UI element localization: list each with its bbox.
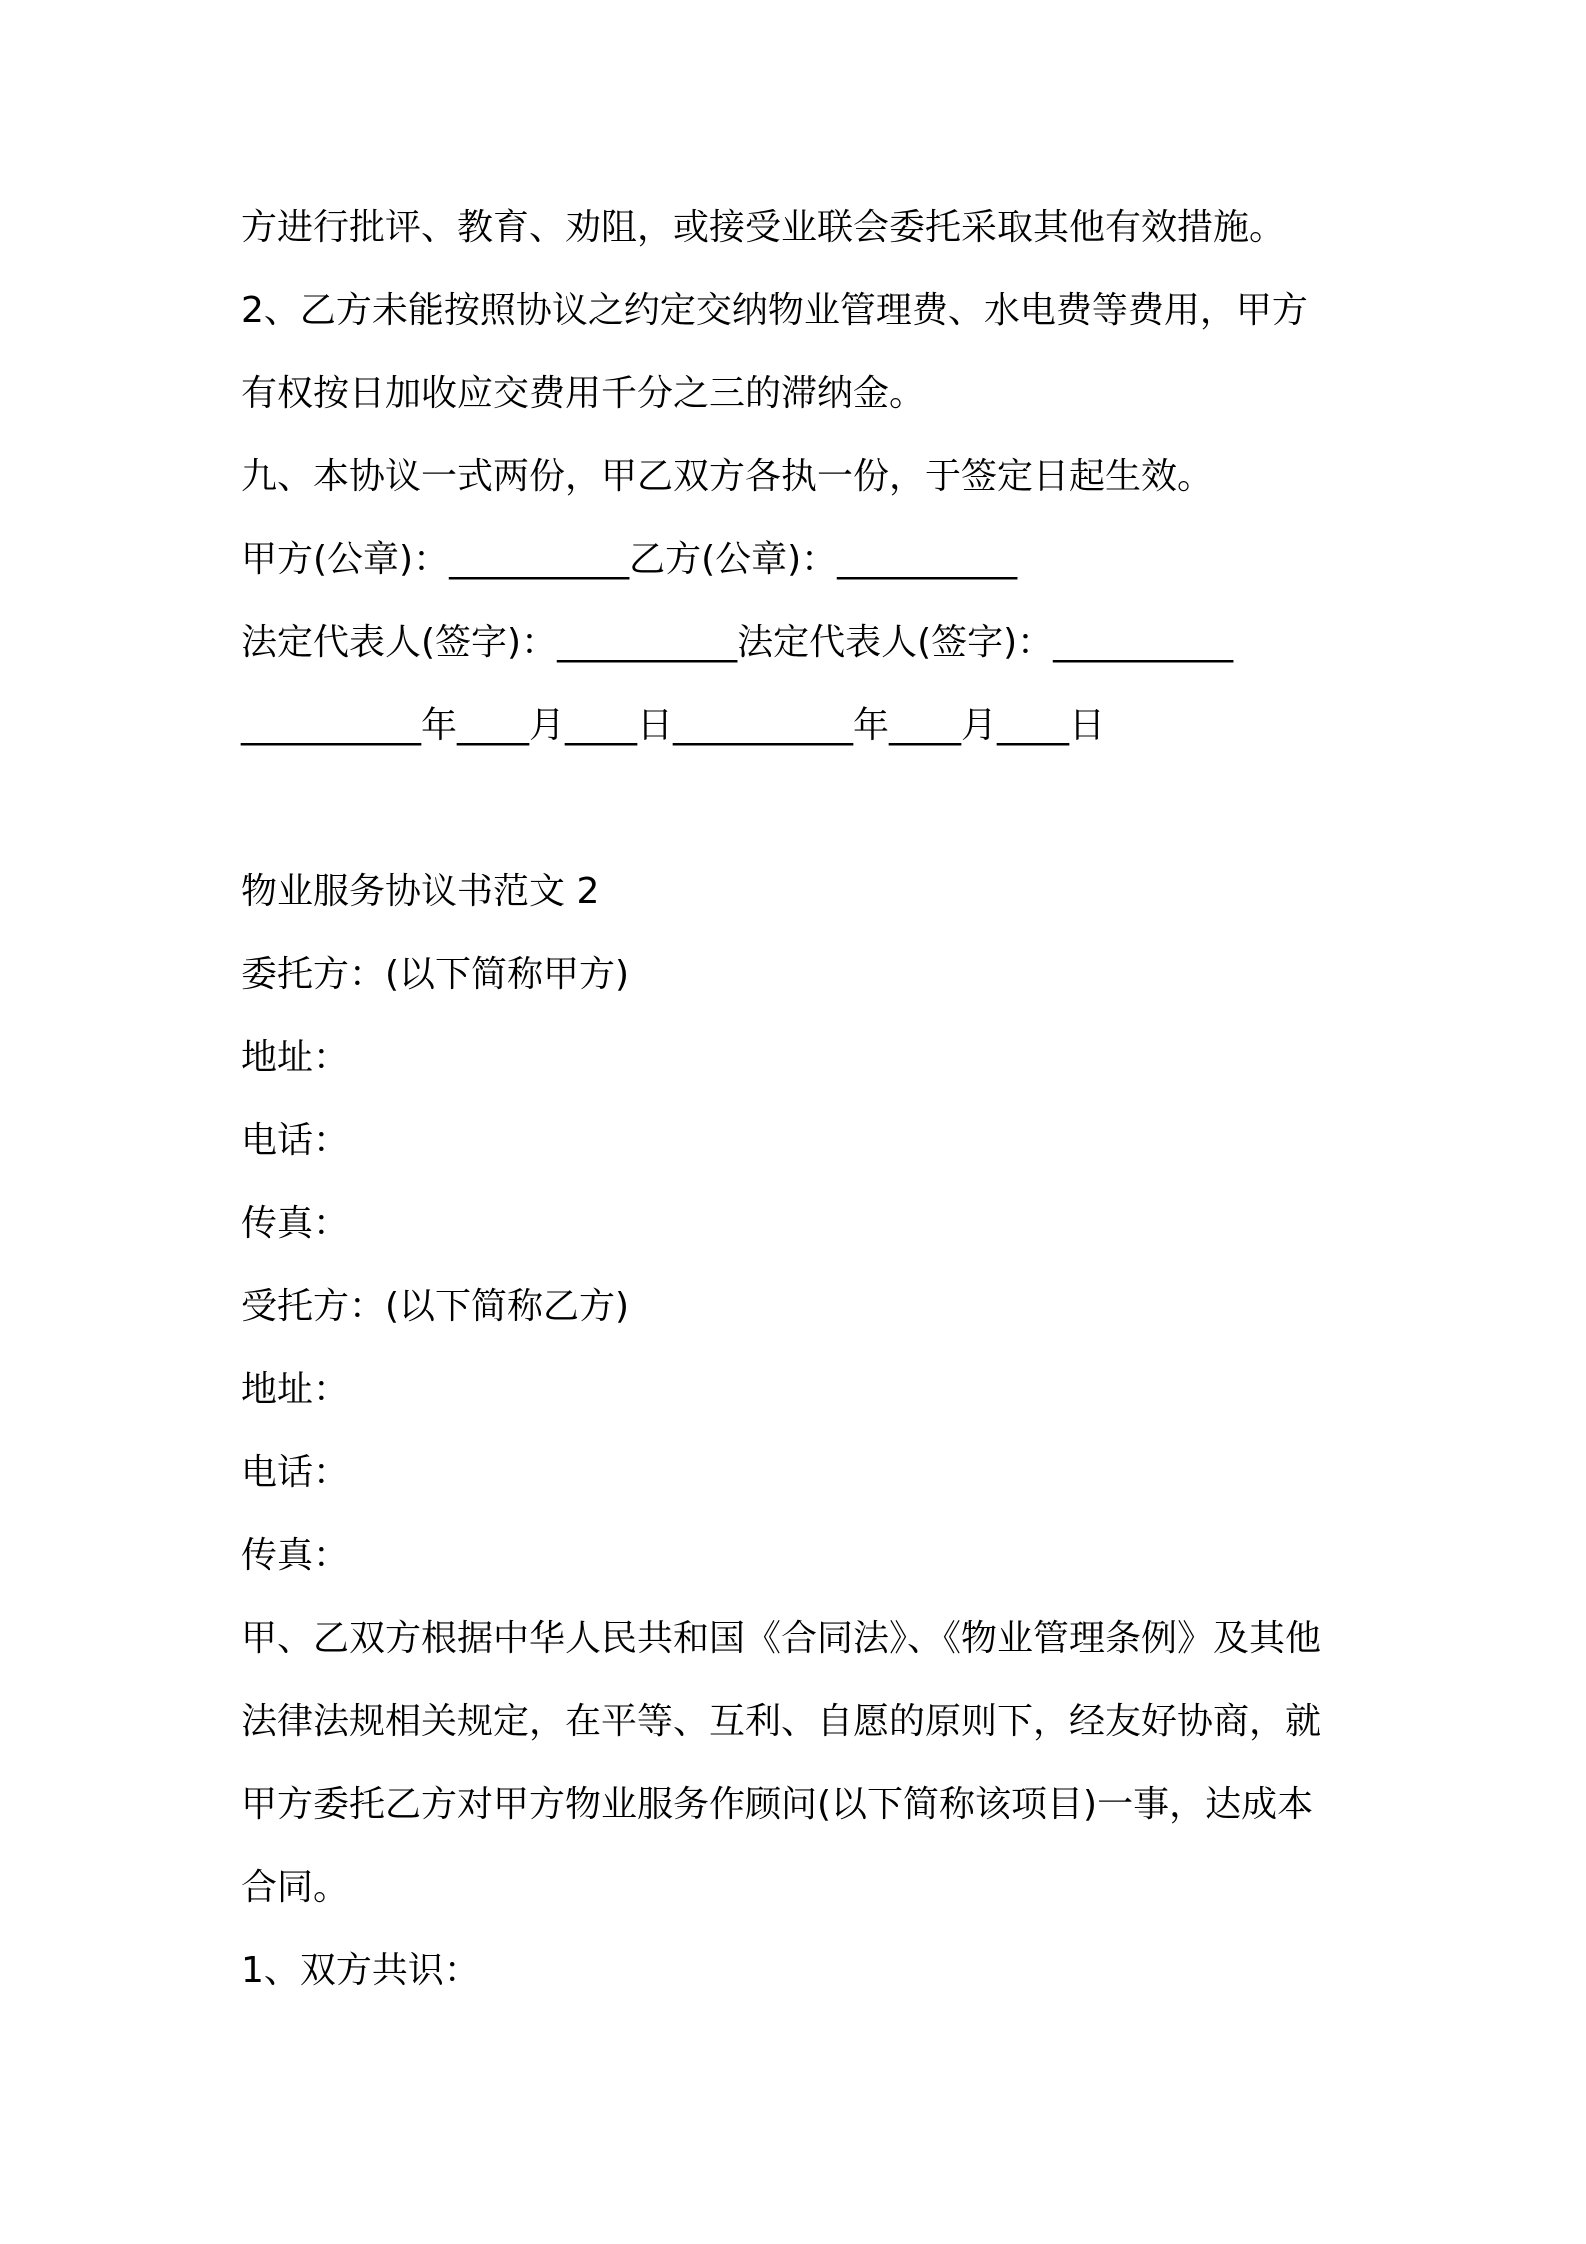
signature-line-seal: 甲方(公章)：__________乙方(公章)：__________ bbox=[241, 539, 1018, 580]
party-b-fax: 传真： bbox=[241, 1535, 350, 1576]
party-a-fax: 传真： bbox=[241, 1203, 350, 1244]
paragraph-line: 甲方委托乙方对甲方物业服务作顾问(以下简称该项目)一事，达成本 bbox=[241, 1784, 1314, 1825]
paragraph-line: 合同。 bbox=[241, 1867, 350, 1908]
party-b-phone: 电话： bbox=[241, 1452, 350, 1493]
paragraph-line: 甲、乙双方根据中华人民共和国《合同法》、《物业管理条例》及其他 bbox=[241, 1618, 1322, 1659]
paragraph-line: 方进行批评、教育、劝阻，或接受业联会委托采取其他有效措施。 bbox=[241, 207, 1286, 248]
paragraph-line: 九、本协议一式两份，甲乙双方各执一份，于签定日起生效。 bbox=[241, 456, 1214, 497]
paragraph-line: 有权按日加收应交费用千分之三的滞纳金。 bbox=[241, 373, 926, 414]
section-title: 物业服务协议书范文 2 bbox=[241, 871, 600, 912]
paragraph-line: 法律法规相关规定，在平等、互利、自愿的原则下，经友好协商，就 bbox=[241, 1701, 1322, 1742]
signature-line-representative: 法定代表人(签字)：__________法定代表人(签字)：__________ bbox=[241, 622, 1234, 663]
party-a-line: 委托方：(以下简称甲方) bbox=[241, 954, 630, 995]
section-heading: 1、双方共识： bbox=[241, 1950, 480, 1991]
party-a-address: 地址： bbox=[241, 1037, 350, 1078]
party-b-address: 地址： bbox=[241, 1369, 350, 1410]
paragraph-line: 2、乙方未能按照协议之约定交纳物业管理费、水电费等费用，甲方 bbox=[241, 290, 1308, 331]
signature-line-date: __________年____月____日__________年____月____日 bbox=[241, 705, 1105, 746]
party-b-line: 受托方：(以下简称乙方) bbox=[241, 1286, 630, 1327]
party-a-phone: 电话： bbox=[241, 1120, 350, 1161]
